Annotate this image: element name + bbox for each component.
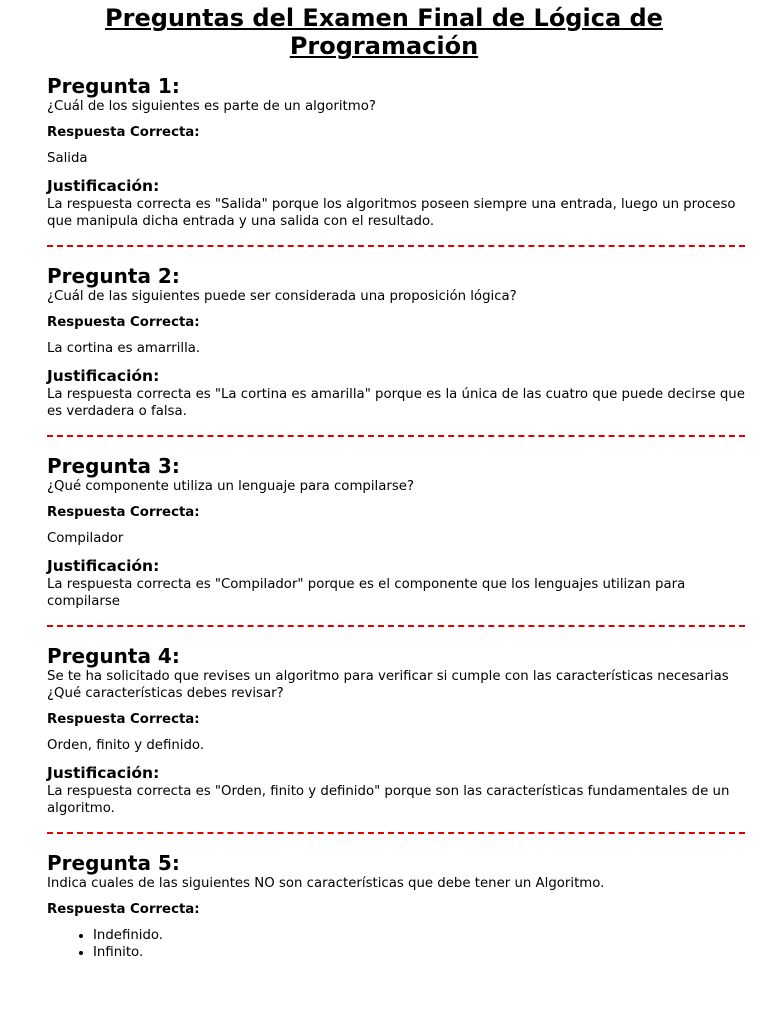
answer-label: Respuesta Correcta: — [47, 902, 200, 917]
answer-text: Salida — [47, 151, 88, 166]
question-text: Indica cuales de las siguientes NO son características que debe tener un Algoritmo. — [47, 876, 605, 891]
answer-text: Compilador — [47, 531, 124, 546]
answer-label: Respuesta Correcta: — [47, 125, 200, 140]
answer-list-item: • Indefinido. — [93, 927, 760, 944]
question-text: ¿Qué componente utiliza un lenguaje para compilarse? — [47, 479, 415, 494]
question-2 — [47, 264, 760, 437]
justification-label: Justificación: — [47, 367, 160, 385]
question-heading: Pregunta 4: — [47, 644, 180, 668]
answer-label: Respuesta Correcta: — [47, 315, 200, 330]
answer-label: Respuesta Correcta: — [47, 712, 200, 727]
question-heading: Pregunta 2: — [47, 264, 180, 288]
document-title: Preguntas del Examen Final de Lógica de Programación — [105, 4, 663, 60]
justification-text: La respuesta correcta es "Compilador" porque es el componente que los lenguajes utilizan para compilarse — [47, 577, 686, 609]
question-heading: Pregunta 5: — [47, 851, 180, 875]
justification-label: Justificación: — [47, 764, 160, 782]
question-heading: Pregunta 3: — [47, 454, 180, 478]
answer-list-item: • Infinito. — [93, 944, 760, 961]
answer-text: La cortina es amarrilla. — [47, 341, 201, 356]
justification-text: La respuesta correcta es "La cortina es amarilla" porque es la única de las cuatro que puede decirse que es verdadera o falsa. — [47, 387, 745, 419]
question-4 — [47, 644, 760, 834]
question-text: Se te ha solicitado que revises un algoritmo para verificar si cumple con las características necesarias ¿Qué características debes revisar? — [47, 669, 729, 701]
question-text: ¿Cuál de los siguientes es parte de un algoritmo? — [47, 99, 376, 114]
question-text: ¿Cuál de las siguientes puede ser considerada una proposición lógica? — [47, 289, 517, 304]
question-3 — [47, 454, 760, 627]
answer-label: Respuesta Correcta: — [47, 505, 200, 520]
question-5 — [47, 851, 760, 961]
answer-list — [47, 927, 760, 961]
justification-label: Justificación: — [47, 177, 160, 195]
justification-label: Justificación: — [47, 557, 160, 575]
question-heading: Pregunta 1: — [47, 74, 180, 98]
justification-text: La respuesta correcta es "Orden, finito y definido" porque son las características fundamentales de un algoritmo. — [47, 784, 730, 816]
justification-text: La respuesta correcta es "Salida" porque los algoritmos poseen siempre una entrada, luego un proceso que manipula dicha entrada y una salida con el resultado. — [47, 197, 736, 229]
document-page — [0, 4, 768, 961]
answer-text: Orden, finito y definido. — [47, 738, 205, 753]
question-1 — [47, 74, 760, 247]
